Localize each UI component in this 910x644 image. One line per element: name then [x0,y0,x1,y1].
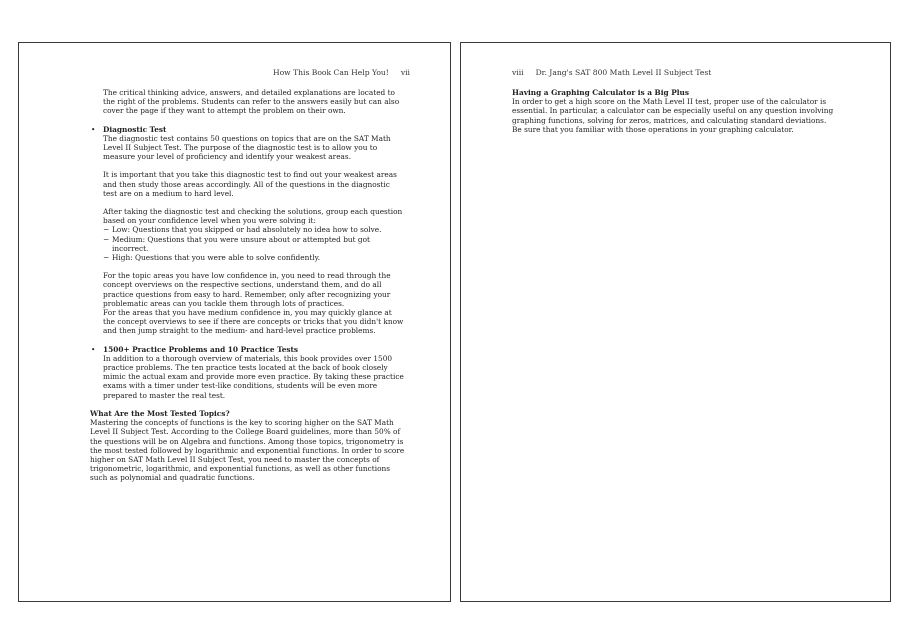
most-tested-heading: What Are the Most Tested Topics? [90,408,230,418]
calculator-heading: Having a Graphing Calculator is a Big Plus [512,88,690,97]
bullet-icon: • [91,124,96,134]
dash-icon: − [103,225,110,235]
right-page-content [512,88,837,134]
practice-heading: 1500+ Practice Problems and 10 Practice Tests [103,344,299,354]
diagnostic-para-3: After taking the diagnostic test and checking the solutions, group each question based on your confidence level when you were solving it: [103,207,403,226]
diagnostic-heading: Diagnostic Test [103,124,167,134]
left-page-header [273,68,410,77]
practice-para: In addition to a thorough overview of materials, this book provides over 1500 practice problems. The ten practice tests located at the back of book closely mimic the actual exam and provide more even practice. By taking these practice exams with a timer under test-like conditions, students will be even more prepared to master the real test. [103,353,404,400]
right-header-title: Dr. Jang's SAT 800 Math Level II Subject Test [535,68,712,77]
dash-icon: − [103,234,110,244]
confidence-level-low: − Low: Questions that you skipped or had absolutely no idea how to solve. [103,225,382,235]
bullet-icon: • [91,344,96,354]
most-tested-section [90,409,406,483]
most-tested-para: Mastering the concepts of functions is the key to scoring higher on the SAT Math Level II Subject Test. According to the College Board guidelines, more than 50% of the questions will be on Algebra and functions. Among those topics, trigonometry is the most tested followed by logarithmic and exponential functions. In order to score higher on SAT Math Level II Subject Test, you need to master the concepts of trigonometric, logarithmic, and exponential functions, as well as other functions such as polynomial and quadratic functions. [90,418,405,483]
diagnostic-para-1: The diagnostic test contains 50 questions on topics that are on the SAT Math Level II Subject Test. The purpose of the diagnostic test is to allow you to measure your level of proficiency and identify your weakest areas. [103,133,391,162]
practice-section [91,344,406,400]
left-header-page-number: vii [400,68,410,77]
calculator-para: In order to get a high score on the Math Level II test, proper use of the calculator is essential. In particular, a calculator can be especially useful on any question involving graphing functions, solving for zeros, matrices, and calculating standard deviations. Be sure that you familiar with those operations in your graphing calculator. [512,97,834,134]
right-page-header [512,68,711,77]
right-page [460,42,891,602]
confidence-level-medium: − Medium: Questions that you were unsure about or attempted but got incorrect. [103,234,370,253]
left-page-content [90,88,406,483]
calculator-section [512,88,837,134]
left-page [18,42,451,602]
diagnostic-section [91,124,406,336]
dash-icon: − [103,253,110,263]
intro-paragraph: The critical thinking advice, answers, and detailed explanations are located to the right of the problems. Students can refer to the answers easily but can also cover the page if they want to attempt the problem on their own. [103,88,400,116]
right-header-page-number: viii [512,68,524,77]
diagnostic-para-4: For the topic areas you have low confidence in, you need to read through the concept overviews on the respective sections, understand them, and do all practice questions from easy to hard. Remember, only after recognizing your problematic areas can you tackle them through lots of practices. [103,271,391,308]
diagnostic-para-5: For the areas that you have medium confidence in, you may quickly glance at the concept overviews to see if there are concepts or tricks that you didn't know and then jump straight to the medium- and hard-level practice problems. [103,308,404,336]
diagnostic-para-2: It is important that you take this diagnostic test to find out your weakest areas and then study those areas accordingly. All of the questions in the diagnostic test are on a medium to hard level. [103,170,397,198]
left-header-title: How This Book Can Help You! [272,68,389,77]
confidence-level-high: − High: Questions that you were able to solve confidently. [103,253,321,263]
